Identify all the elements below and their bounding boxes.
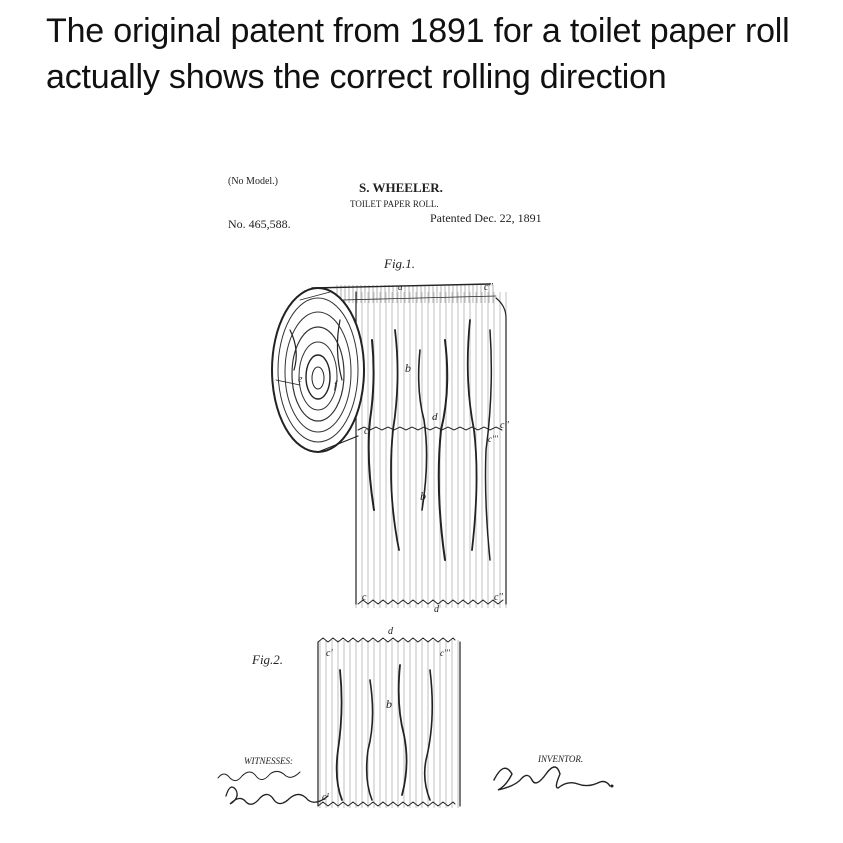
letter-c-double-mid: c'' [500,420,509,431]
inventor-label: INVENTOR. [538,754,584,764]
letter-c-triple-mid: c''' [488,434,498,444]
inventor-signature [494,767,614,790]
roll-end [272,288,364,452]
meme-caption: The original patent from 1891 for a toilet paper roll actually shows the correct rolling direction [46,12,790,96]
letter-c-double-bottom: c'' [494,592,503,603]
fig2-letter-b: b [386,697,392,711]
fig2-letter-c-triple: c''' [440,648,450,658]
fig2-letter-d: d [388,626,393,637]
fig1-label: Fig.1. [384,256,416,271]
hanging-sheet [354,292,507,608]
letter-b-lower: b [420,489,426,503]
letter-a: a [398,282,403,292]
fig2-letter-c-prime: c' [326,648,333,659]
letter-d-upper: d [432,411,438,423]
patent-date: Patented Dec. 22, 1891 [430,211,542,225]
single-sheet [318,638,460,808]
letter-c-bottom: c [362,592,367,603]
fig2-letter-c-prime-bottom: c' [322,792,329,803]
fig2-label: Fig.2. [252,652,284,667]
letter-e: e [298,374,303,385]
patent-number: No. 465,588. [228,217,291,231]
witnesses-label: WITNESSES: [244,756,293,766]
no-model-text: (No Model.) [228,176,278,187]
patent-title: TOILET PAPER ROLL. [350,199,439,209]
witness-signatures [218,771,328,804]
letter-b-upper: b [405,361,411,375]
inventor-name: S. WHEELER. [359,180,443,195]
letter-c-left: c [364,426,369,437]
letter-c-double-top: c'' [484,282,493,293]
letter-f: f [334,380,337,391]
letter-d-bottom: d [434,604,439,615]
